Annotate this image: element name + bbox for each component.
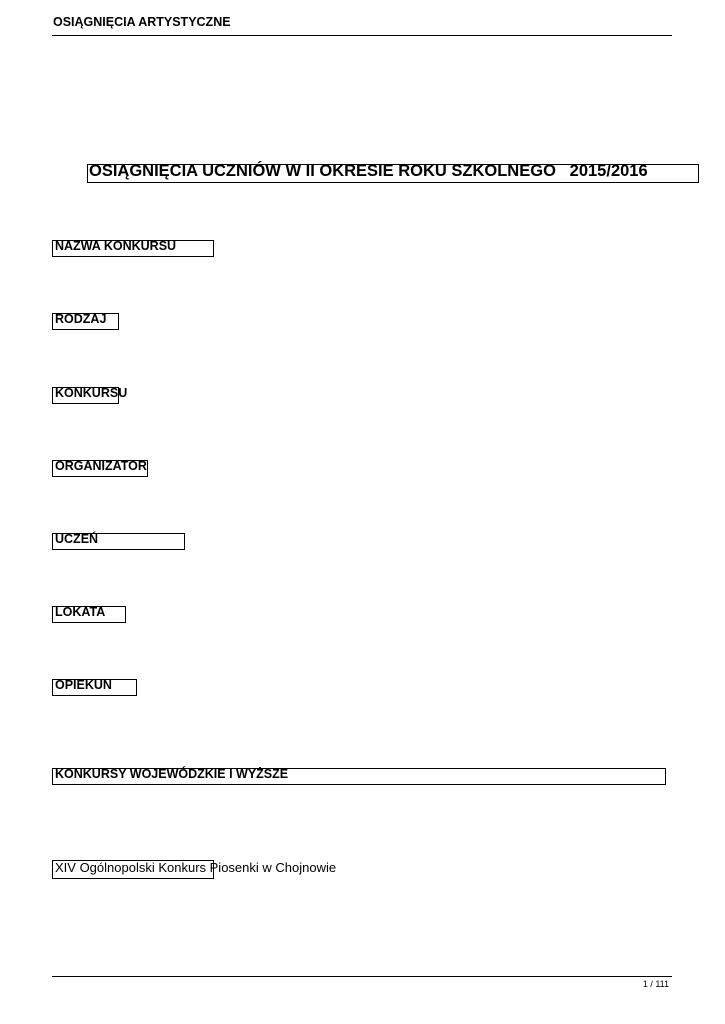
header-divider — [52, 35, 672, 36]
field-label-contest-name: NAZWA KONKURSU — [55, 239, 177, 253]
header-title: OSIĄGNIĘCIA ARTYSTYCZNE — [53, 15, 231, 29]
entry-text: XIV Ogólnopolski Konkurs Piosenki w Chojnowie — [55, 860, 337, 875]
field-label-type: RODZAJ — [55, 312, 107, 326]
document-title: OSIĄGNIĘCIA UCZNIÓW W II OKRESIE ROKU SZKOLNEGO 2015/2016 — [89, 162, 648, 180]
field-label-place: LOKATA — [55, 605, 106, 619]
field-label-supervisor: OPIEKUN — [55, 678, 112, 692]
field-label-student: UCZEŃ — [55, 532, 99, 546]
footer-divider — [52, 976, 672, 977]
page-number: 1 / 111 — [642, 979, 669, 989]
field-label-contest: KONKURSU — [55, 386, 128, 400]
field-label-organizer: ORGANIZATOR — [55, 459, 147, 473]
section-heading: KONKURSY WOJEWÓDZKIE I WYŻSZE — [55, 767, 289, 781]
